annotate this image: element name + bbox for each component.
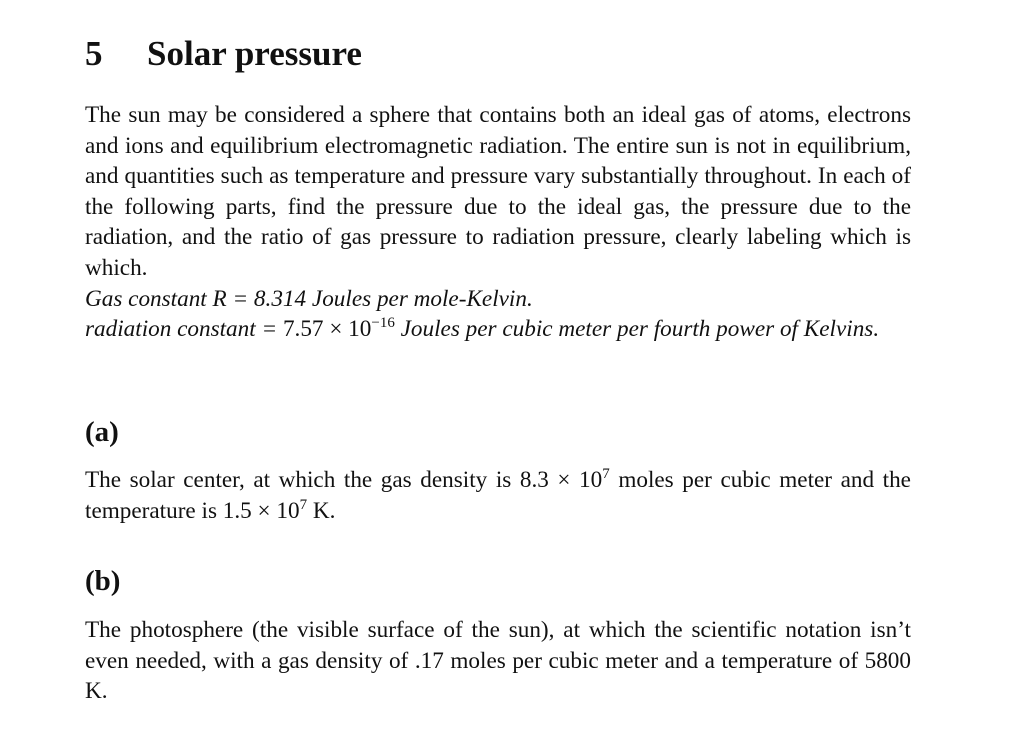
radiation-constant-units: Joules per cubic meter per fourth power of Kelvins. — [394, 316, 880, 343]
part-a-exponent-2: 7 — [299, 496, 308, 513]
radiation-constant-prefix: radiation constant = — [85, 316, 283, 343]
part-b-paragraph — [85, 615, 911, 707]
part-a-text-1: The solar center, at which the gas density is 8.3 × 10 — [85, 467, 603, 493]
section-number: 5 — [85, 34, 103, 73]
part-b-text: The photosphere (the visible surface of the sun), at which the scientific notation isn’t even needed, with a gas density of .17 moles per cubic meter and a temperature of 5800 K. — [85, 617, 911, 705]
part-a-paragraph — [85, 465, 911, 526]
gas-constant-line: Gas constant R = 8.314 Joules per mole-Kelvin. — [85, 285, 533, 312]
section-title: Solar pressure — [147, 34, 362, 73]
section-heading — [85, 34, 362, 74]
radiation-constant-mantissa: 7.57 × 10 — [282, 316, 372, 343]
part-a-heading: (a) — [85, 416, 119, 448]
radiation-constant-exponent: −16 — [371, 315, 395, 332]
part-a-text-3: K. — [307, 497, 336, 524]
part-a-text-2: moles per cubic meter and the temperature is 1.5 × 10 — [85, 467, 911, 524]
part-b-heading: (b) — [85, 565, 121, 597]
intro-paragraph — [85, 100, 911, 345]
radiation-constant-line — [85, 314, 911, 345]
part-a-exponent-1: 7 — [602, 466, 610, 482]
intro-text: The sun may be considered a sphere that contains both an ideal gas of atoms, electrons and ions and equilibrium electromagnetic radiation. The entire sun is not in equilibrium, and quantities such as temperature and pressure vary substantially throughout. In each of the following parts, find the pressure due to the ideal gas, the pressure due to the radiation, and the ratio of gas pressure to radiation pressure, clearly labeling which is which. — [85, 102, 911, 281]
